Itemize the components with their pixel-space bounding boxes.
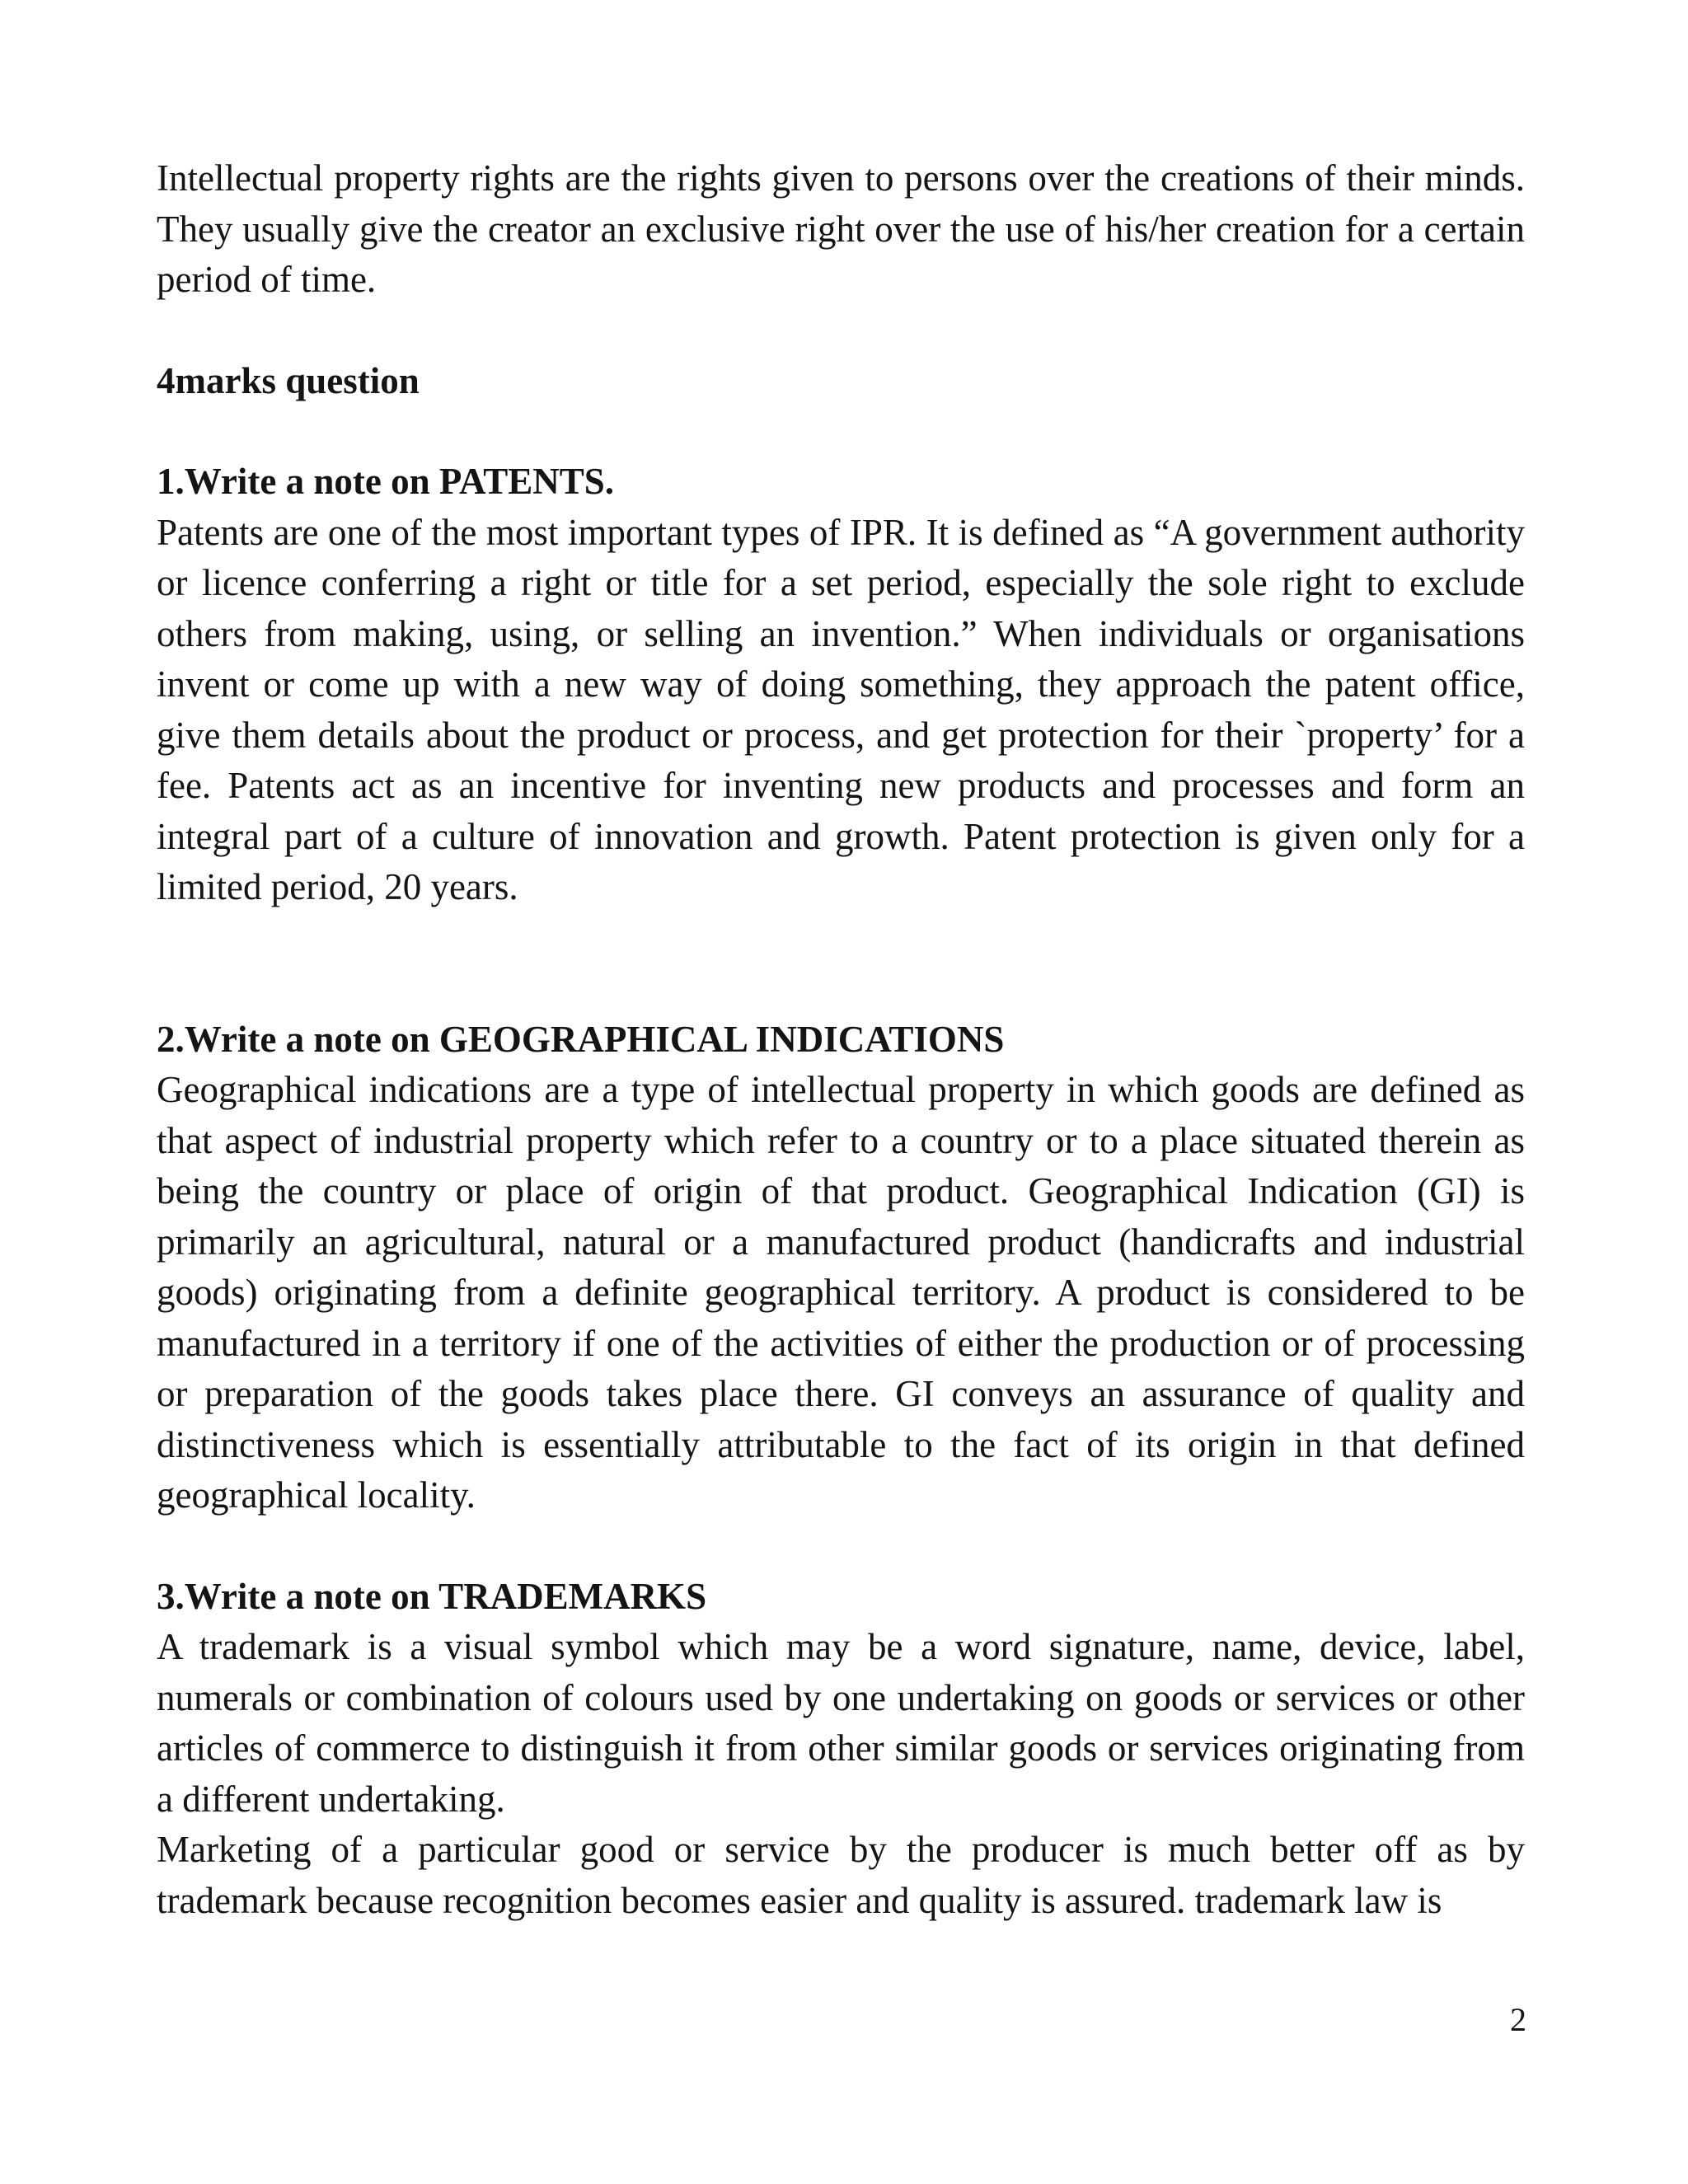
question-paragraph: Geographical indications are a type of intellectual property in which goods are defined as that aspect of industrial property which refer to a country or to a place situated therein as being the country or place of origin of that product. Geographical Indication (GI) is primarily an agricultural, natural or a manufactured product (handicrafts and industrial goods) originating from a definite geographical territory. A product is considered to be manufactured in a territory if one of the activities of either the production or of processing or preparation of the goods takes place there. GI conveys an assurance of quality and distinctiveness which is essentially attributable to the fact of its origin in that defined geographical locality. (157, 1069, 1525, 1516)
question-patents (157, 457, 1525, 913)
question-heading: 2.Write a note on GEOGRAPHICAL INDICATIONS (157, 1018, 1005, 1060)
document-page (157, 153, 1525, 1926)
spacer (157, 1521, 1525, 1572)
question-heading: 1.Write a note on PATENTS. (157, 461, 615, 502)
page-number: 2 (1510, 2001, 1526, 2038)
question-paragraph: Marketing of a particular good or service by the producer is much better off as by trademark because recognition becomes easier and quality is assured. trademark law is (157, 1829, 1525, 1921)
intro-paragraph: Intellectual property rights are the rights given to persons over the creations of their minds. They usually give the creator an exclusive right over the use of his/her creation for a certain period of time. (157, 157, 1525, 300)
question-heading: 3.Write a note on TRADEMARKS (157, 1575, 707, 1617)
question-trademarks (157, 1572, 1525, 1927)
question-geographical-indications (157, 1015, 1525, 1521)
section-label: 4marks question (157, 359, 420, 401)
spacer (157, 406, 1525, 457)
question-paragraph: A trademark is a visual symbol which may be a word signature, name, device, label, numerals or combination of colours used by one undertaking on goods or services or other articles of commerce to distinguish it from other similar goods or services originating from a different undertaking. (157, 1626, 1525, 1820)
spacer (157, 306, 1525, 356)
question-paragraph: Patents are one of the most important types of IPR. It is defined as “A government authority or licence conferring a right or title for a set period, especially the sole right to exclude others from making, using, or selling an invention.” When individuals or organisations invent or come up with a new way of doing something, they approach the patent office, give them details about the product or process, and get protection for their `property’ for a fee. Patents act as an incentive for inventing new products and processes and form an integral part of a culture of innovation and growth. Patent protection is given only for a limited period, 20 years. (157, 511, 1525, 907)
spacer (157, 913, 1525, 1015)
